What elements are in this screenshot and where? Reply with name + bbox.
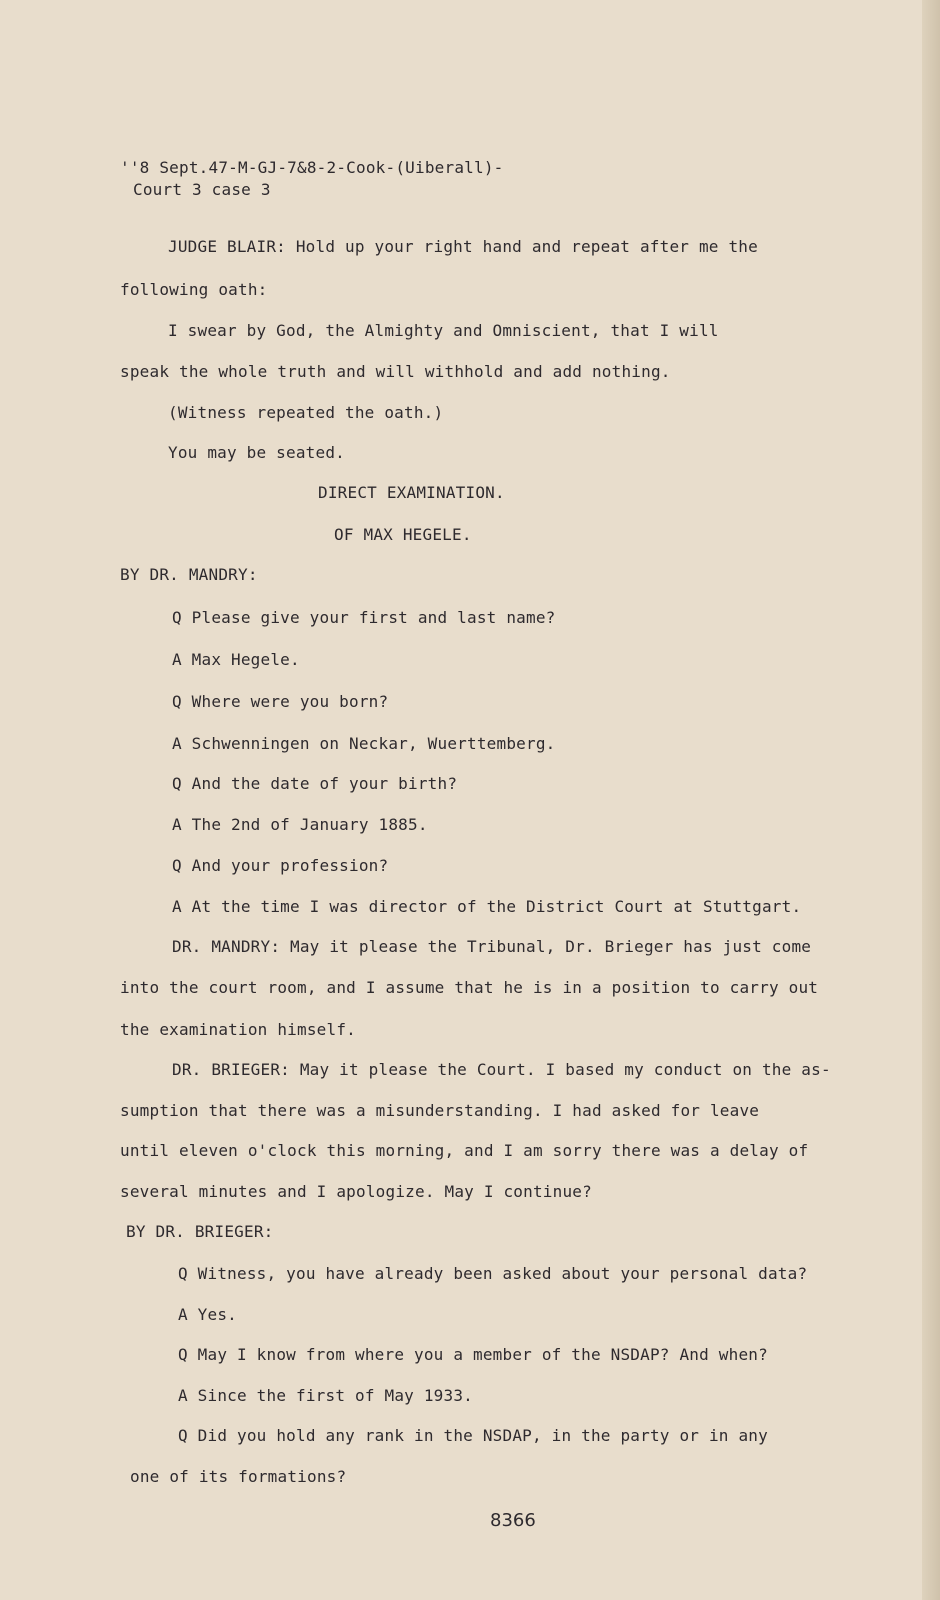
text-line: one of its formations? (130, 1467, 347, 1486)
header-line-2: Court 3 case 3 (133, 180, 271, 199)
text-line: JUDGE BLAIR: Hold up your right hand and repeat after me the (168, 237, 758, 256)
qa-line: A Since the first of May 1933. (178, 1386, 473, 1405)
text-line: until eleven o'clock this morning, and I am sorry there was a delay of (120, 1141, 809, 1160)
qa-line: A Schwenningen on Neckar, Wuerttemberg. (172, 734, 556, 753)
text-line: several minutes and I apologize. May I continue? (120, 1182, 592, 1201)
text-line: I swear by God, the Almighty and Omniscient, that I will (168, 321, 719, 340)
qa-line: A Max Hegele. (172, 650, 300, 669)
text-line: the examination himself. (120, 1020, 356, 1039)
text-line: DR. BRIEGER: May it please the Court. I based my conduct on the as- (172, 1060, 831, 1079)
page-edge (922, 0, 940, 1600)
qa-line: Q May I know from where you a member of the NSDAP? And when? (178, 1345, 768, 1364)
examiner-line: BY DR. MANDRY: (120, 565, 258, 584)
text-line: DR. MANDRY: May it please the Tribunal, Dr. Brieger has just come (172, 937, 812, 956)
text-line: You may be seated. (168, 443, 345, 462)
qa-line: A At the time I was director of the District Court at Stuttgart. (172, 897, 802, 916)
examiner-line: BY DR. BRIEGER: (126, 1222, 274, 1241)
section-heading: DIRECT EXAMINATION. (318, 483, 505, 502)
text-line: following oath: (120, 280, 268, 299)
qa-line: A Yes. (178, 1305, 237, 1324)
qa-line: Q Please give your first and last name? (172, 608, 556, 627)
qa-line: Q And your profession? (172, 856, 389, 875)
qa-line: A The 2nd of January 1885. (172, 815, 428, 834)
text-line: sumption that there was a misunderstanding. I had asked for leave (120, 1101, 760, 1120)
qa-line: Q Where were you born? (172, 692, 389, 711)
page-number: 8366 (490, 1510, 536, 1531)
qa-line: Q Witness, you have already been asked about your personal data? (178, 1264, 808, 1283)
qa-line: Q And the date of your birth? (172, 774, 458, 793)
text-line: into the court room, and I assume that he is in a position to carry out (120, 978, 819, 997)
text-line: speak the whole truth and will withhold and add nothing. (120, 362, 671, 381)
qa-line: Q Did you hold any rank in the NSDAP, in the party or in any (178, 1426, 768, 1445)
section-heading: OF MAX HEGELE. (334, 525, 472, 544)
header-line-1: ''8 Sept.47-M-GJ-7&8-2-Cook-(Uiberall)- (120, 158, 504, 177)
text-line: (Witness repeated the oath.) (168, 403, 444, 422)
